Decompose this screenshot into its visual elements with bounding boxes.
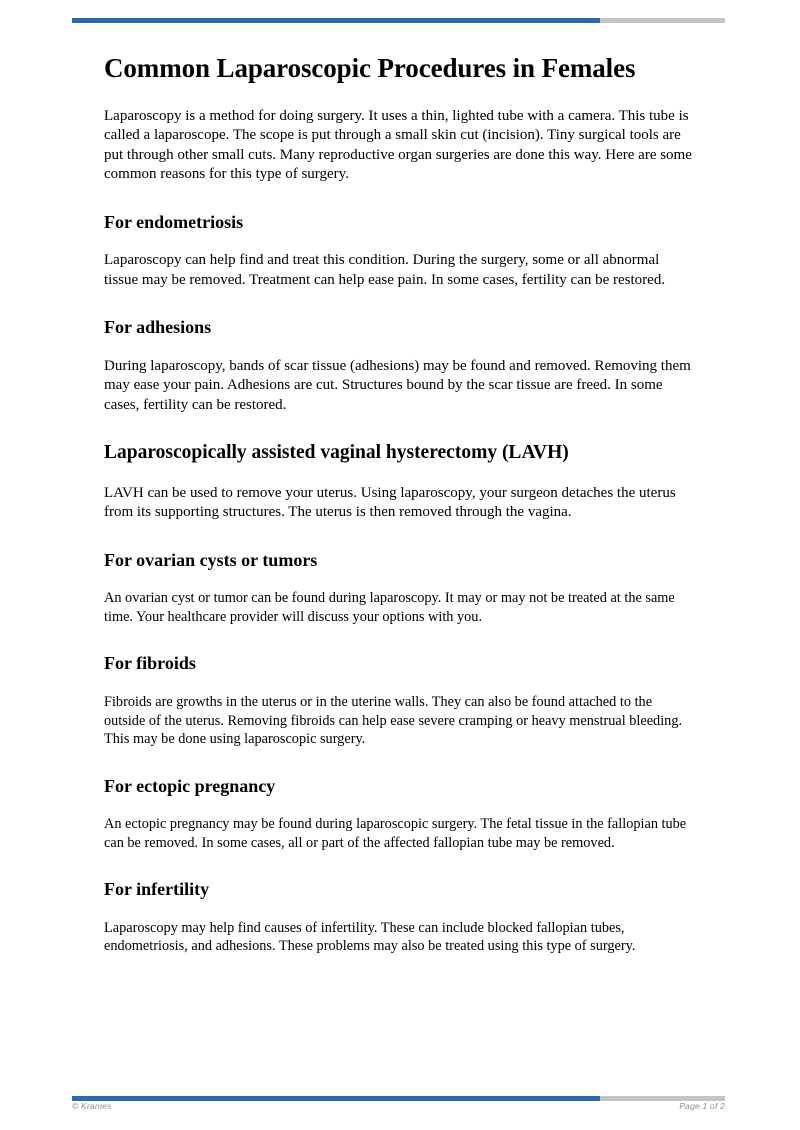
section-body-ovarian-cysts-or-tumors: An ovarian cyst or tumor can be found during laparoscopy. It may or may not be treated at the same time. Your healthcare provider will discuss your options with you.	[104, 590, 675, 625]
section-heading-fibroids: For fibroids	[104, 653, 196, 674]
section-heading-ovarian-cysts-or-tumors: For ovarian cysts or tumors	[104, 549, 318, 570]
header-rule-gray-segment	[600, 18, 725, 23]
section-adhesions	[104, 316, 696, 415]
section-body-fibroids: Fibroids are growths in the uterus or in the uterine walls. They can also be found attached to the outside of the uterus. Removing fibroids can help ease severe cramping or heavy menstrual bleeding. This may be done using laparoscopic surgery.	[104, 693, 683, 748]
section-heading-adhesions: For adhesions	[104, 317, 212, 338]
section-heading-lavh: Laparoscopically assisted vaginal hysterectomy (LAVH)	[104, 442, 569, 464]
intro-paragraph: Laparoscopy is a method for doing surgery. It uses a thin, lighted tube with a camera. This tube is called a laparoscope. The scope is put through a small skin cut (incision). Tiny surgical tools are put through other small cuts. Many reproductive organ surgeries are done this way. Here are some common reasons for this type of surgery.	[104, 107, 692, 183]
section-heading-endometriosis: For endometriosis	[104, 211, 244, 232]
section-fibroids	[104, 652, 696, 748]
section-body-endometriosis: Laparoscopy can help find and treat this condition. During the surgery, some or all abnormal tissue may be removed. Treatment can help ease pain. In some cases, fertility can be restored.	[104, 252, 666, 288]
header-rule	[72, 18, 725, 23]
section-ectopic-pregnancy	[104, 775, 696, 853]
page-title: Common Laparoscopic Procedures in Females	[104, 53, 636, 83]
header-rule-blue-segment	[72, 18, 600, 23]
section-infertility	[104, 878, 696, 956]
section-body-infertility: Laparoscopy may help find causes of infertility. These can include blocked fallopian tubes, endometriosis, and adhesions. These problems may also be treated using this type of surgery.	[104, 919, 636, 955]
section-ovarian-cysts-or-tumors	[104, 549, 696, 627]
section-lavh	[104, 441, 696, 522]
page-number: Page 1 of 2	[679, 1101, 725, 1111]
section-body-lavh: LAVH can be used to remove your uterus. Using laparoscopy, your surgeon detaches the uterus from its supporting structures. The uterus is then removed through the vagina.	[104, 484, 676, 521]
section-heading-infertility: For infertility	[104, 879, 210, 900]
copyright-notice: © Krames	[72, 1101, 112, 1111]
document-content	[104, 52, 696, 982]
section-body-ectopic-pregnancy: An ectopic pregnancy may be found during laparoscopic surgery. The fetal tissue in the fallopian tube can be removed. In some cases, all or part of the affected fallopian tube may be removed.	[104, 816, 687, 851]
section-endometriosis	[104, 211, 696, 291]
page-footer	[72, 1101, 725, 1111]
section-heading-ectopic-pregnancy: For ectopic pregnancy	[104, 775, 276, 796]
section-body-adhesions: During laparoscopy, bands of scar tissue (adhesions) may be found and removed. Removing them may ease your pain. Adhesions are cut. Structures bound by the scar tissue are freed. In some cases, fertility can be restored.	[104, 357, 691, 413]
